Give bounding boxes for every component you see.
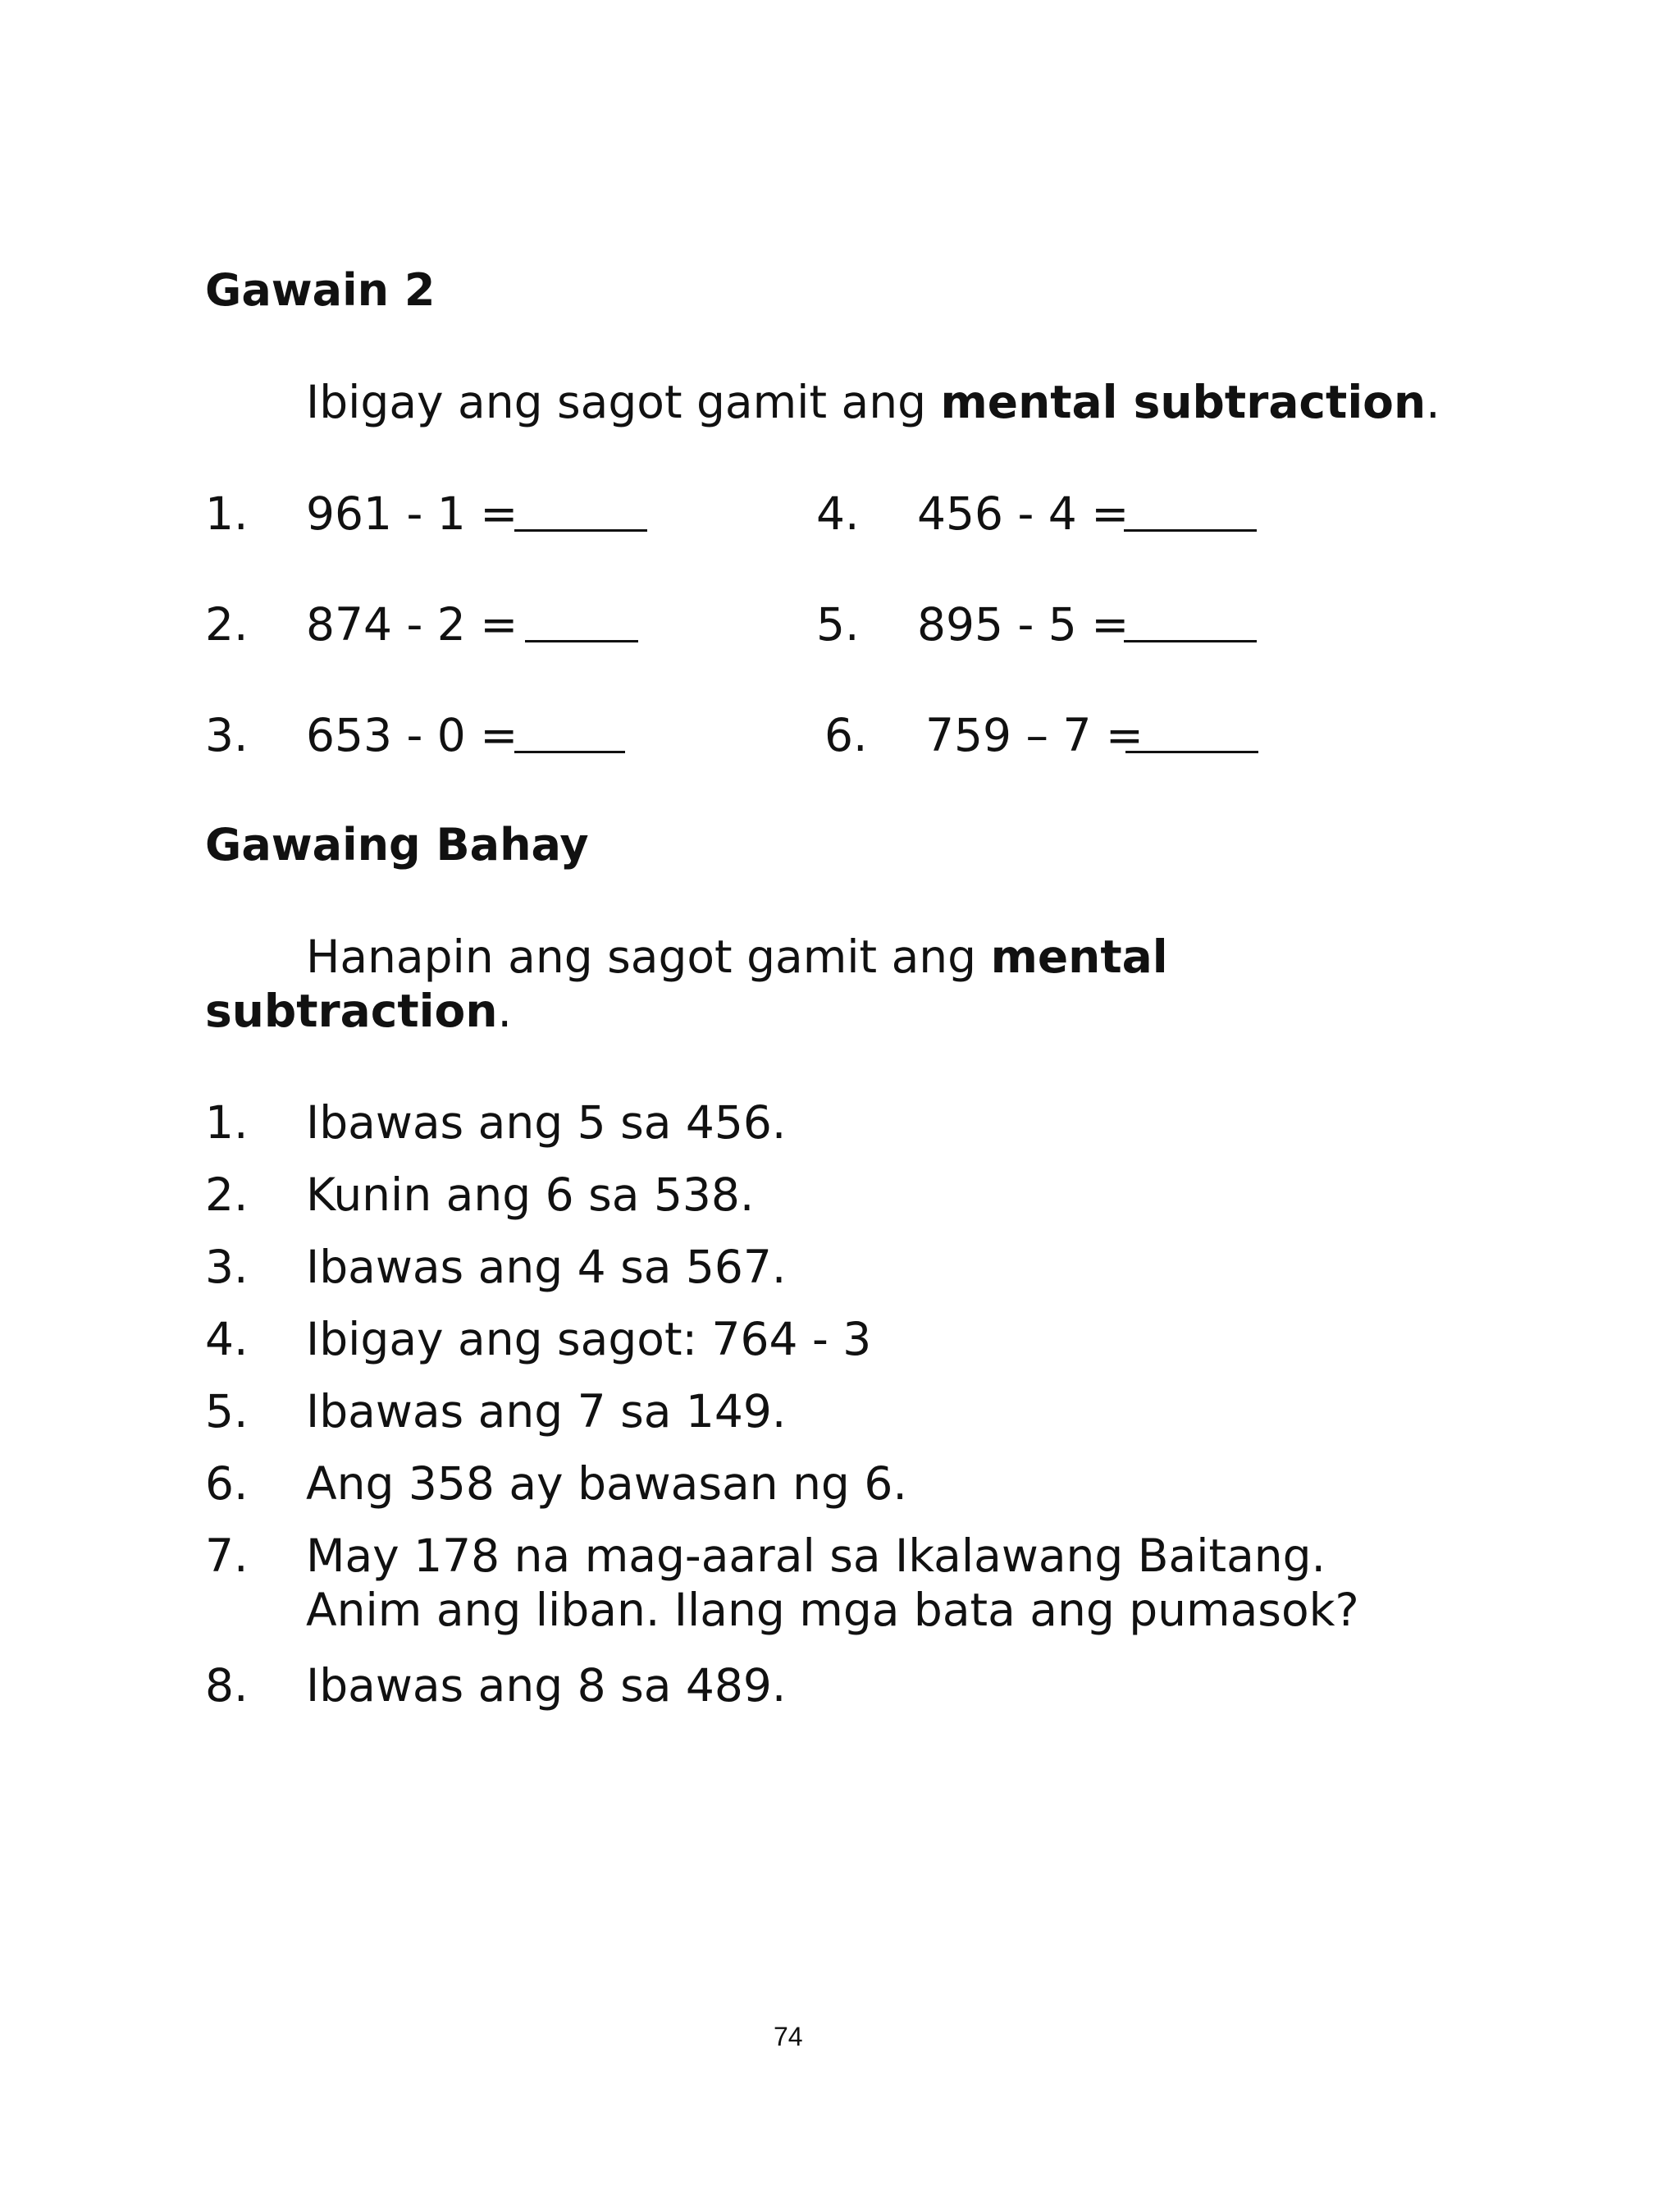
list-item-number: 3.	[205, 1241, 249, 1293]
problem-expression: 895 - 5 =	[917, 598, 1130, 651]
instruction-period: .	[497, 985, 512, 1037]
instruction-bold-term: mental	[990, 930, 1168, 983]
problem-expression: 874 - 2 =	[306, 598, 518, 651]
problem-expression: 961 - 1 =	[306, 487, 518, 540]
gawaing-bahay-instruction-line-2	[205, 984, 512, 1038]
answer-blank[interactable]	[1124, 487, 1257, 535]
list-item-number: 2.	[205, 1168, 249, 1221]
problem-expression: 759 – 7 =	[925, 709, 1144, 761]
list-item-number: 6.	[205, 1457, 249, 1510]
section-title-gawain-2: Gawain 2	[205, 264, 436, 316]
answer-blank[interactable]	[1125, 708, 1258, 757]
instruction-bold-term: subtraction	[205, 985, 498, 1037]
list-item: Ang 358 ay bawasan ng 6.	[306, 1457, 907, 1510]
list-item-number: 5.	[205, 1385, 249, 1438]
instruction-bold-term: mental subtraction	[940, 376, 1427, 428]
list-item-number: 7.	[205, 1529, 249, 1582]
problem-expression: 653 - 0 =	[306, 709, 518, 761]
answer-blank[interactable]	[514, 708, 625, 757]
problem-number: 1.	[205, 487, 249, 540]
problem-number: 2.	[205, 598, 249, 651]
problem-number: 3.	[205, 709, 249, 761]
problem-number: 6.	[824, 709, 868, 761]
list-item: Ibawas ang 5 sa 456.	[306, 1096, 787, 1149]
problem-expression: 456 - 4 =	[917, 487, 1130, 540]
list-item: Ibawas ang 7 sa 149.	[306, 1385, 787, 1438]
list-item: May 178 na mag-aaral sa Ikalawang Baitang.	[306, 1529, 1326, 1582]
answer-blank[interactable]	[525, 597, 638, 646]
list-item: Ibawas ang 8 sa 489.	[306, 1659, 787, 1712]
list-item: Kunin ang 6 sa 538.	[306, 1168, 755, 1221]
instruction-text: Ibigay ang sagot gamit ang	[306, 376, 941, 428]
list-item-number: 4.	[205, 1313, 249, 1365]
answer-blank[interactable]	[1124, 597, 1257, 646]
list-item: Ibigay ang sagot: 764 - 3	[306, 1313, 872, 1365]
section-title-gawaing-bahay: Gawaing Bahay	[205, 819, 589, 871]
list-item-number: 8.	[205, 1659, 249, 1712]
list-item: Ibawas ang 4 sa 567.	[306, 1241, 787, 1293]
list-item-number: 1.	[205, 1096, 249, 1149]
gawaing-bahay-instruction-line-1	[306, 930, 1168, 984]
answer-blank[interactable]	[514, 487, 647, 535]
problem-number: 4.	[816, 487, 860, 540]
instruction-period: .	[1426, 376, 1440, 428]
page-number: 74	[774, 2022, 803, 2051]
list-item-continuation: Anim ang liban. Ilang mga bata ang pumasok?	[306, 1584, 1359, 1636]
problem-number: 5.	[816, 598, 860, 651]
instruction-text: Hanapin ang sagot gamit ang	[306, 930, 991, 983]
gawain-2-instruction	[306, 375, 1440, 429]
